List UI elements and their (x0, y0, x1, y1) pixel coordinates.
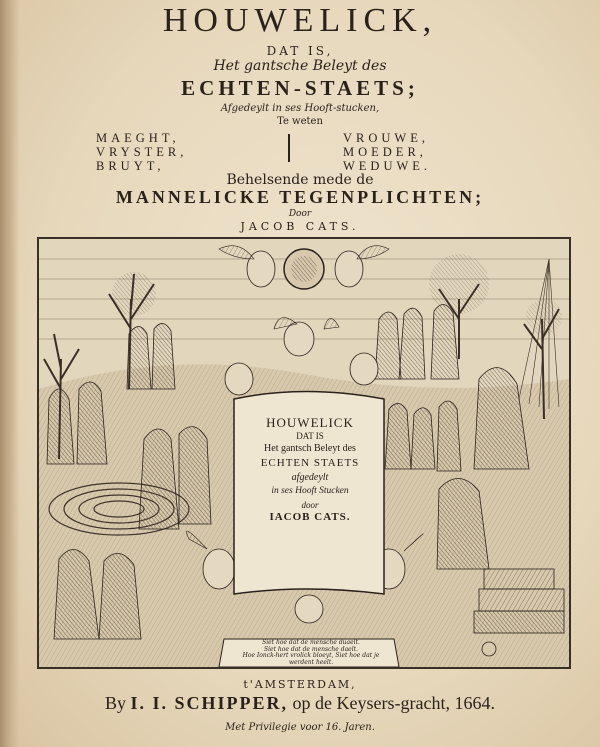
right-word: MOEDER, (343, 145, 427, 159)
left-word: VRYSTER, (96, 145, 188, 159)
scroll-line: door (301, 500, 319, 510)
scroll-line: HOUWELICK (266, 415, 354, 430)
author-name: JACOB CATS. (240, 220, 360, 233)
privilege-line: Met Privilegie voor 16. Jaren. (225, 722, 375, 733)
imprint-line (0, 693, 600, 714)
right-word: VROUWE, (343, 131, 429, 145)
dat-is-line: DAT IS, (266, 44, 334, 58)
title-scroll (235, 397, 385, 595)
scroll-line: afgedeylt (291, 472, 329, 483)
imprint-by: By (105, 693, 127, 713)
main-title: ECHTEN-STAETS; (181, 76, 419, 100)
book-title: HOUWELICK, (162, 2, 438, 39)
banner-line: Siet hoe dat de mensche duaelt. (262, 639, 360, 646)
frontispiece-engraving (37, 237, 571, 669)
second-title: MANNELICKE TEGENPLICHTEN; (115, 187, 485, 207)
namely-line: Te weten (277, 116, 323, 127)
scroll-line: in ses Hooft Stucken (271, 486, 349, 496)
imprint-address: op de Keysers-gracht, (292, 693, 450, 713)
left-word-list (96, 131, 187, 173)
left-word: BRUYT, (96, 159, 165, 173)
banner-line: Siet hoe dat de mensche daelt. (264, 645, 358, 653)
divided-line: Afgedeylt in ses Hooft-stucken, (220, 103, 380, 114)
right-word: WEDUWE. (343, 159, 432, 173)
imprint-printer: I. I. SCHIPPER, (130, 693, 289, 713)
scroll-line: DAT IS (296, 431, 324, 441)
imprint-city: t'AMSTERDAM, (243, 678, 357, 691)
scroll-line: Het gantsch Beleyt des (264, 443, 356, 454)
right-word-list (343, 131, 431, 173)
motto-banner (233, 640, 389, 666)
left-word: MAEGHT, (96, 131, 180, 145)
scroll-line: IACOB CATS. (269, 511, 351, 523)
word-divider (288, 134, 290, 162)
scroll-line: ECHTEN STAETS (260, 457, 360, 469)
door-line: Door (288, 209, 312, 219)
subtitle-line: Het gantsche Beleyt des (213, 58, 387, 74)
imprint-year: 1664. (454, 693, 495, 713)
containing-line: Behelsende mede de (226, 172, 374, 188)
banner-line: Hoe Ionck-hert vrolick bloeyt, Siet hoe dat je werdent heelt. (242, 652, 380, 666)
